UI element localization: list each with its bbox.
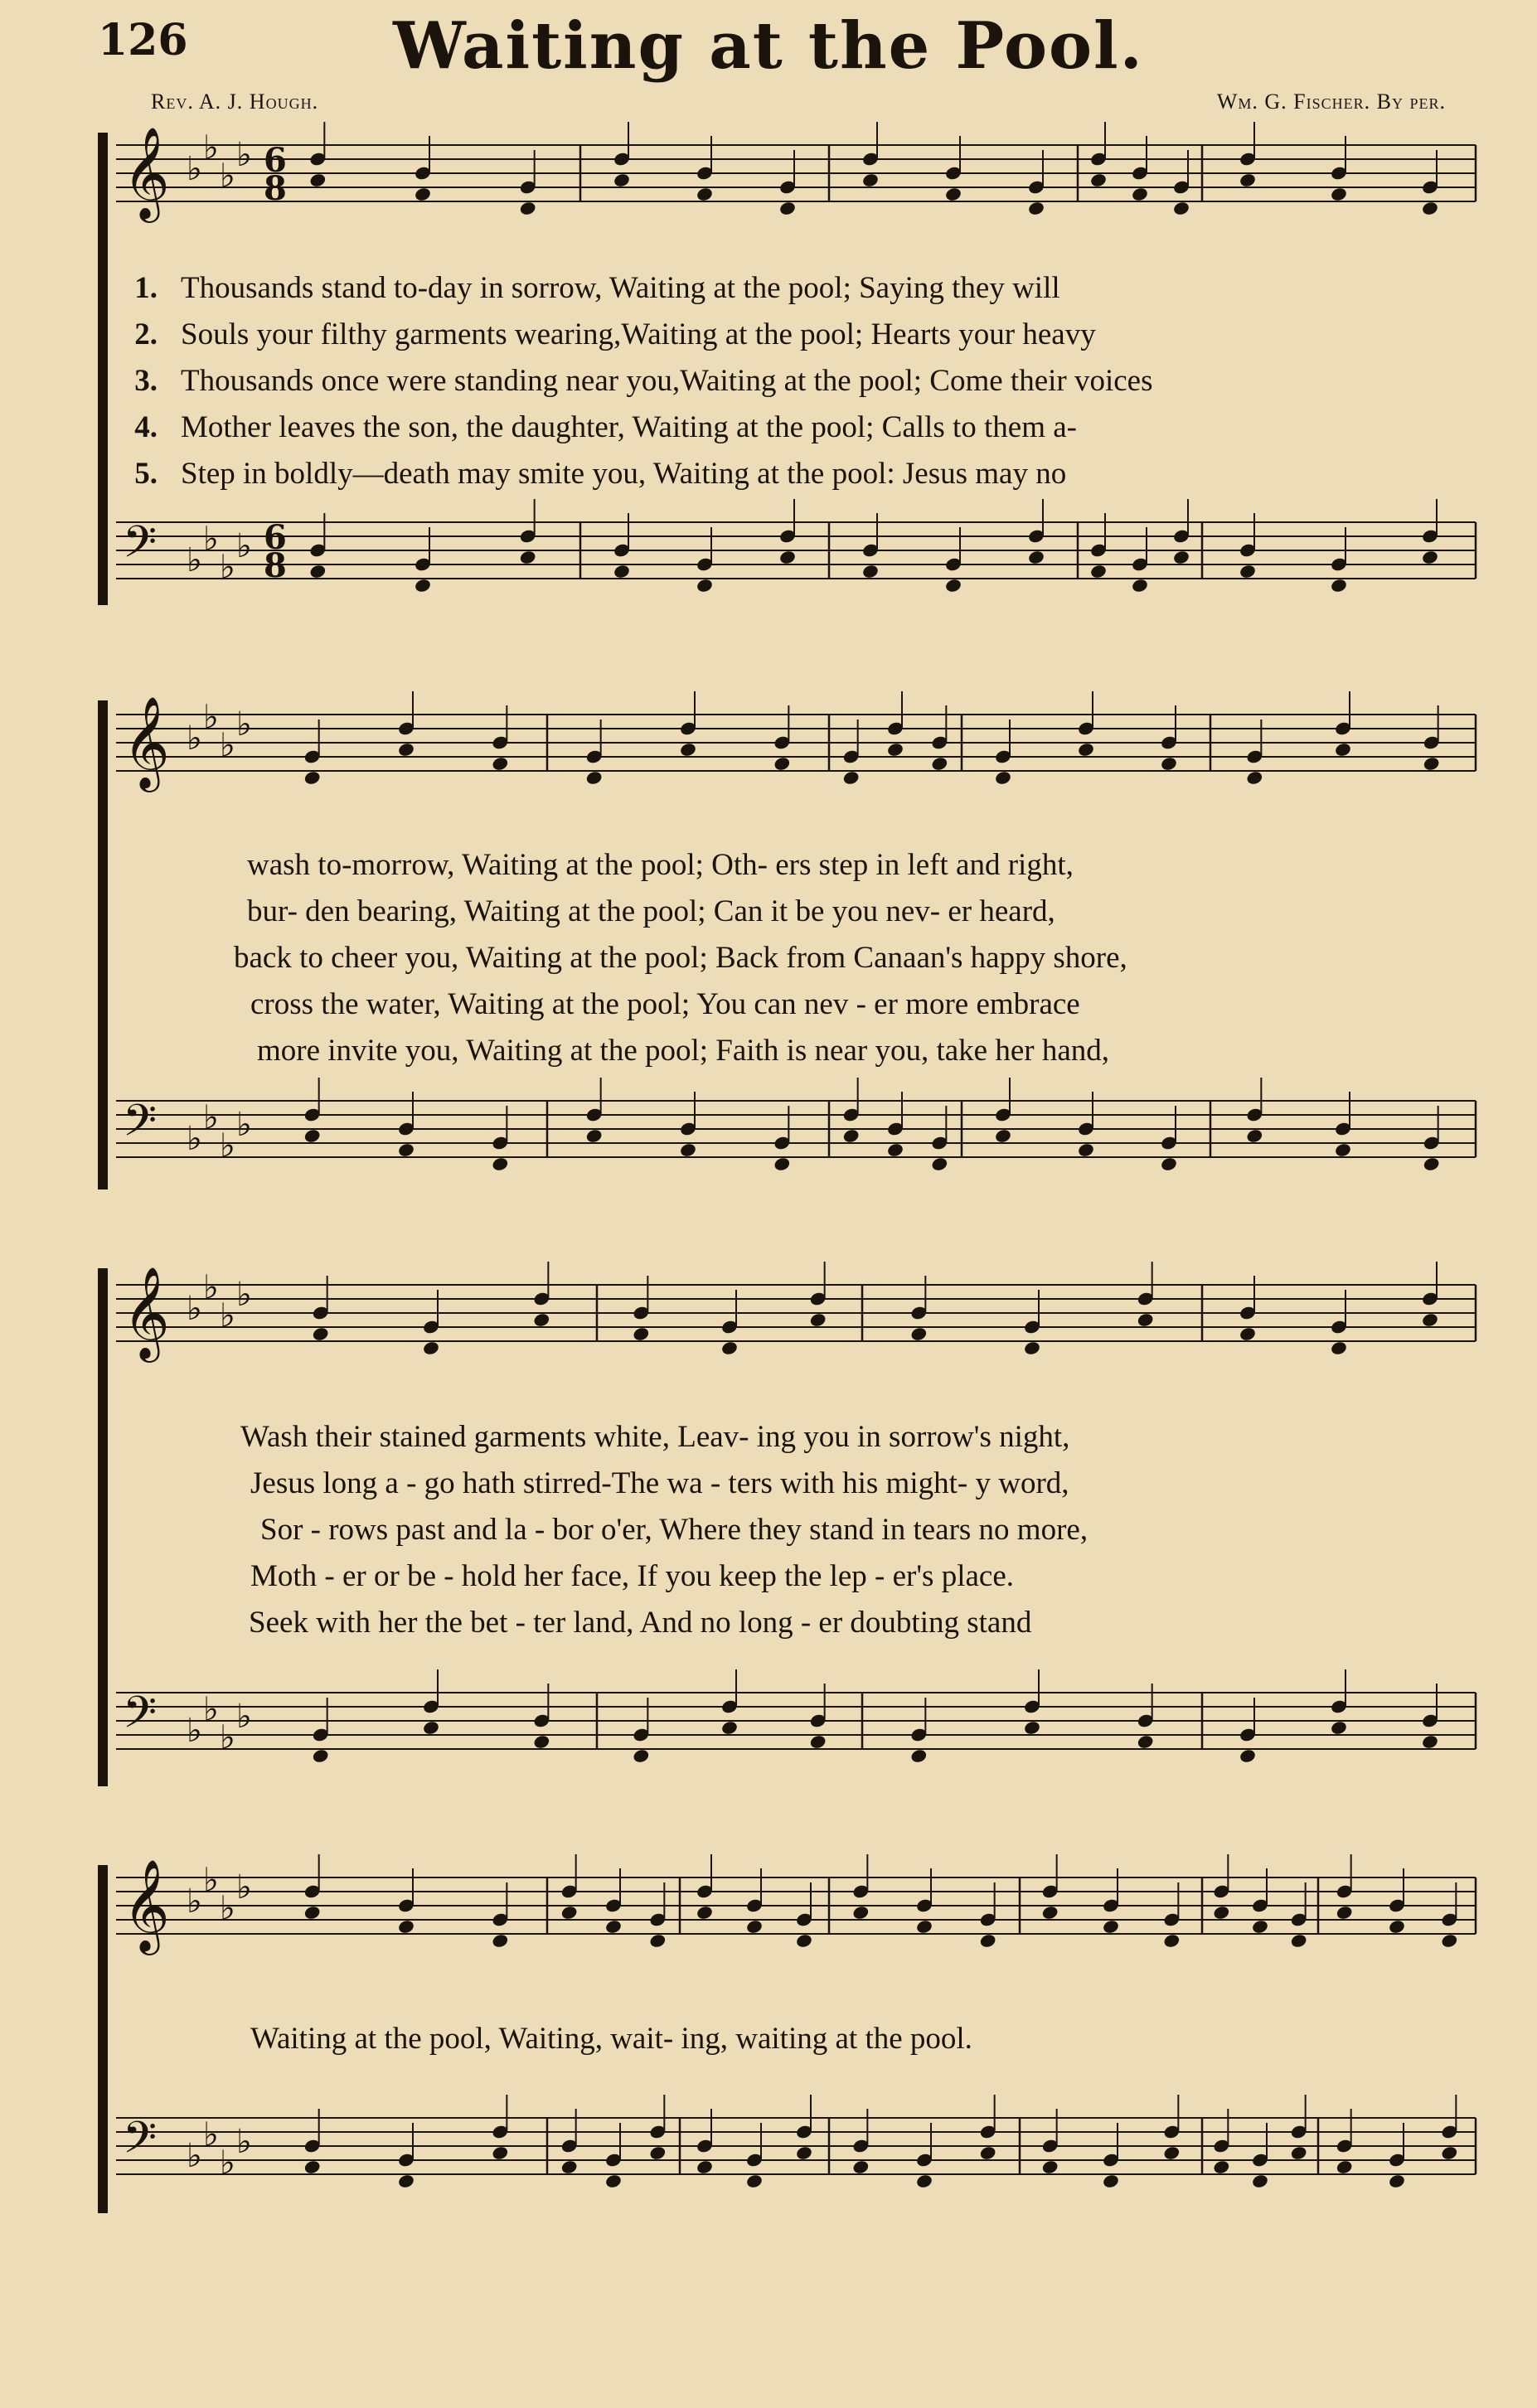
note-head xyxy=(648,1933,667,1949)
note-head xyxy=(1089,172,1108,188)
note-head xyxy=(842,770,861,786)
flat-icon: ♭ xyxy=(203,520,219,559)
lyric-line: wash to-morrow, Waiting at the pool; Oth- ers step in left and right, xyxy=(247,848,1074,882)
flat-icon: ♭ xyxy=(236,1698,252,1736)
note-head xyxy=(1330,578,1348,594)
flat-icon: ♭ xyxy=(220,157,235,196)
note-head xyxy=(1023,1720,1041,1736)
note-head xyxy=(861,172,880,188)
note-head xyxy=(1102,2173,1120,2189)
note-head xyxy=(560,1905,579,1921)
note-head xyxy=(696,187,714,202)
note-head xyxy=(1334,742,1352,758)
flat-icon: ♭ xyxy=(203,1098,219,1137)
note-head xyxy=(1290,1933,1308,1949)
lyric-line: back to cheer you, Waiting at the pool; Back from Canaan's happy shore, xyxy=(234,941,1127,975)
flat-icon: ♭ xyxy=(220,1126,235,1165)
note-head xyxy=(1245,770,1263,786)
note-head xyxy=(930,1156,948,1172)
note-head xyxy=(1330,1340,1348,1356)
lyric-line: Waiting at the pool, Waiting, wait- ing, waiting at the pool. xyxy=(250,2022,972,2056)
verse-text: Thousands once were standing near you,Waiting at the pool; Come their voices xyxy=(181,364,1153,398)
treble-clef-icon: 𝄞 xyxy=(123,1858,170,1951)
note-head xyxy=(303,2159,322,2175)
note-head xyxy=(648,2145,667,2161)
time-signature-bottom: 8 xyxy=(264,169,287,208)
bass-clef-icon: 𝄢 xyxy=(123,1096,158,1157)
time-signature-top: 6 xyxy=(264,141,287,180)
note-head xyxy=(422,1720,440,1736)
note-head xyxy=(994,770,1012,786)
lyric-line: cross the water, Waiting at the pool; You can nev - er more embrace xyxy=(250,987,1080,1021)
flat-icon: ♭ xyxy=(187,1882,202,1921)
note-head xyxy=(1239,564,1257,579)
note-head xyxy=(585,1128,604,1144)
flat-icon: ♭ xyxy=(236,136,252,174)
flat-icon: ♭ xyxy=(220,2144,235,2183)
note-head xyxy=(1421,201,1439,216)
note-head xyxy=(720,1340,739,1356)
note-head xyxy=(842,1128,861,1144)
lyric-line: bur- den bearing, Waiting at the pool; Can it be you nev- er heard, xyxy=(247,894,1055,928)
note-head xyxy=(1334,1142,1352,1158)
note-head xyxy=(414,187,432,202)
note-head xyxy=(851,1905,870,1921)
composer-credit: Wm. G. Fischer. By per. xyxy=(1216,90,1446,114)
note-head xyxy=(1041,1905,1059,1921)
note-head xyxy=(1330,1720,1348,1736)
note-head xyxy=(745,1919,764,1935)
flat-icon: ♭ xyxy=(187,1712,202,1750)
time-signature-top: 6 xyxy=(264,518,287,557)
note-head xyxy=(308,564,327,579)
verse-text: Souls your filthy garments wearing,Waiting at the pool; Hearts your heavy xyxy=(181,317,1096,351)
note-head xyxy=(519,550,537,565)
treble-clef-icon: 𝄞 xyxy=(123,126,170,219)
note-head xyxy=(491,1156,509,1172)
note-head xyxy=(1077,1142,1095,1158)
note-head xyxy=(613,564,631,579)
note-head xyxy=(1077,742,1095,758)
note-head xyxy=(1423,756,1441,772)
note-head xyxy=(773,1156,791,1172)
verse-number: 2. xyxy=(134,317,158,351)
flat-icon: ♭ xyxy=(203,698,219,737)
flat-icon: ♭ xyxy=(187,1120,202,1158)
note-head xyxy=(1162,1933,1181,1949)
note-head xyxy=(532,1312,550,1328)
note-head xyxy=(397,742,415,758)
verse-number: 3. xyxy=(134,364,158,398)
note-head xyxy=(414,578,432,594)
note-head xyxy=(886,742,904,758)
flat-icon: ♭ xyxy=(220,1718,235,1757)
bass-clef-icon: 𝄢 xyxy=(123,2113,158,2174)
note-head xyxy=(1423,1156,1441,1172)
note-head xyxy=(1388,1919,1406,1935)
note-head xyxy=(312,1326,330,1342)
verse-text: Mother leaves the son, the daughter, Waiting at the pool; Calls to them a- xyxy=(181,410,1077,444)
verse-4-line xyxy=(116,409,1077,445)
note-head xyxy=(1239,172,1257,188)
note-head xyxy=(303,770,322,786)
verse-text: Step in boldly—death may smite you, Waiting at the pool: Jesus may no xyxy=(181,457,1067,491)
note-head xyxy=(1239,1326,1257,1342)
lyric-line: more invite you, Waiting at the pool; Faith is near you, take her hand, xyxy=(257,1034,1109,1068)
note-head xyxy=(696,2159,714,2175)
note-head xyxy=(1160,1156,1178,1172)
flat-icon: ♭ xyxy=(187,150,202,188)
note-head xyxy=(491,756,509,772)
note-head xyxy=(585,770,604,786)
flat-icon: ♭ xyxy=(187,541,202,579)
note-head xyxy=(308,172,327,188)
flat-icon: ♭ xyxy=(187,1290,202,1328)
note-head xyxy=(930,756,948,772)
note-head xyxy=(1290,2145,1308,2161)
note-head xyxy=(795,1933,813,1949)
flat-icon: ♭ xyxy=(236,705,252,744)
flat-icon: ♭ xyxy=(203,1861,219,1900)
note-head xyxy=(1137,1734,1155,1750)
note-head xyxy=(979,1933,997,1949)
bass-clef-icon: 𝄢 xyxy=(123,1688,158,1749)
note-head xyxy=(1023,1340,1041,1356)
note-head xyxy=(679,742,697,758)
lyric-line: Moth - er or be - hold her face, If you keep the lep - er's place. xyxy=(250,1559,1014,1593)
verse-3-line xyxy=(116,363,1153,399)
flat-icon: ♭ xyxy=(187,719,202,758)
note-head xyxy=(303,1905,322,1921)
page-number: 126 xyxy=(98,15,188,65)
note-head xyxy=(795,2145,813,2161)
note-head xyxy=(944,187,962,202)
note-head xyxy=(1089,564,1108,579)
note-head xyxy=(809,1734,827,1750)
note-head xyxy=(1102,1919,1120,1935)
note-head xyxy=(1131,187,1149,202)
note-head xyxy=(491,2145,509,2161)
flat-icon: ♭ xyxy=(203,1690,219,1729)
note-head xyxy=(679,1142,697,1158)
note-head xyxy=(491,1933,509,1949)
note-head xyxy=(696,578,714,594)
treble-clef-icon: 𝄞 xyxy=(123,695,170,788)
note-head xyxy=(1137,1312,1155,1328)
lyric-line: Sor - rows past and la - bor o'er, Where they stand in tears no more, xyxy=(260,1513,1089,1547)
note-head xyxy=(778,550,797,565)
note-head xyxy=(861,564,880,579)
author-credit: Rev. A. J. Hough. xyxy=(151,90,319,114)
note-head xyxy=(1172,550,1190,565)
hymn-title: Waiting at the Pool. xyxy=(393,8,1144,84)
verse-2-line xyxy=(116,317,1096,352)
bass-clef-icon: 𝄢 xyxy=(123,517,158,579)
note-head xyxy=(303,1128,322,1144)
note-head xyxy=(915,1919,933,1935)
note-head xyxy=(632,1326,650,1342)
lyric-line: Seek with her the bet - ter land, And no long - er doubting stand xyxy=(249,1606,1032,1640)
note-head xyxy=(1330,187,1348,202)
note-head xyxy=(1160,756,1178,772)
note-head xyxy=(944,578,962,594)
note-head xyxy=(397,1142,415,1158)
note-head xyxy=(1162,2145,1181,2161)
note-head xyxy=(1440,1933,1458,1949)
flat-icon: ♭ xyxy=(220,1889,235,1928)
note-head xyxy=(613,172,631,188)
lyric-line: Wash their stained garments white, Leav- ing you in sorrow's night, xyxy=(240,1420,1070,1454)
note-head xyxy=(1336,1905,1354,1921)
note-head xyxy=(696,1905,714,1921)
note-head xyxy=(397,1919,415,1935)
flat-icon: ♭ xyxy=(203,128,219,167)
note-head xyxy=(604,1919,623,1935)
time-signature-bottom: 8 xyxy=(264,546,287,585)
verse-number: 1. xyxy=(134,271,158,305)
note-head xyxy=(720,1720,739,1736)
note-head xyxy=(1388,2173,1406,2189)
note-head xyxy=(422,1340,440,1356)
note-head xyxy=(773,756,791,772)
note-head xyxy=(745,2173,764,2189)
note-head xyxy=(915,2173,933,2189)
verse-text: Thousands stand to-day in sorrow, Waiting at the pool; Saying they will xyxy=(181,271,1060,305)
note-head xyxy=(1245,1128,1263,1144)
note-head xyxy=(851,2159,870,2175)
verse-number: 4. xyxy=(134,410,158,444)
note-head xyxy=(1421,1312,1439,1328)
verse-number: 5. xyxy=(134,457,158,491)
note-head xyxy=(1212,1905,1230,1921)
note-head xyxy=(560,2159,579,2175)
note-head xyxy=(1336,2159,1354,2175)
note-head xyxy=(632,1748,650,1764)
note-head xyxy=(1027,550,1045,565)
note-head xyxy=(397,2173,415,2189)
note-head xyxy=(994,1128,1012,1144)
note-head xyxy=(909,1748,928,1764)
flat-icon: ♭ xyxy=(236,2123,252,2161)
flat-icon: ♭ xyxy=(220,726,235,765)
note-head xyxy=(886,1142,904,1158)
flat-icon: ♭ xyxy=(236,1106,252,1144)
note-head xyxy=(979,2145,997,2161)
note-head xyxy=(604,2173,623,2189)
note-head xyxy=(312,1748,330,1764)
lyric-line: Jesus long a - go hath stirred-The wa - ters with his might- y word, xyxy=(250,1466,1069,1500)
treble-clef-icon: 𝄞 xyxy=(123,1266,170,1359)
note-head xyxy=(1172,201,1190,216)
note-head xyxy=(1131,578,1149,594)
note-head xyxy=(1421,1734,1439,1750)
note-head xyxy=(1251,1919,1269,1935)
note-head xyxy=(1440,2145,1458,2161)
note-head xyxy=(809,1312,827,1328)
note-head xyxy=(1041,2159,1059,2175)
flat-icon: ♭ xyxy=(220,1296,235,1335)
flat-icon: ♭ xyxy=(203,2115,219,2154)
note-head xyxy=(1251,2173,1269,2189)
note-head xyxy=(1421,550,1439,565)
verse-1-line xyxy=(116,270,1060,306)
note-head xyxy=(909,1326,928,1342)
flat-icon: ♭ xyxy=(236,1276,252,1314)
note-head xyxy=(1027,201,1045,216)
flat-icon: ♭ xyxy=(203,1268,219,1307)
note-head xyxy=(1239,1748,1257,1764)
verse-5-line xyxy=(116,456,1066,492)
note-head xyxy=(532,1734,550,1750)
note-head xyxy=(778,201,797,216)
note-head xyxy=(519,201,537,216)
note-head xyxy=(1212,2159,1230,2175)
flat-icon: ♭ xyxy=(187,2137,202,2175)
flat-icon: ♭ xyxy=(220,548,235,587)
flat-icon: ♭ xyxy=(236,527,252,565)
flat-icon: ♭ xyxy=(236,1868,252,1907)
